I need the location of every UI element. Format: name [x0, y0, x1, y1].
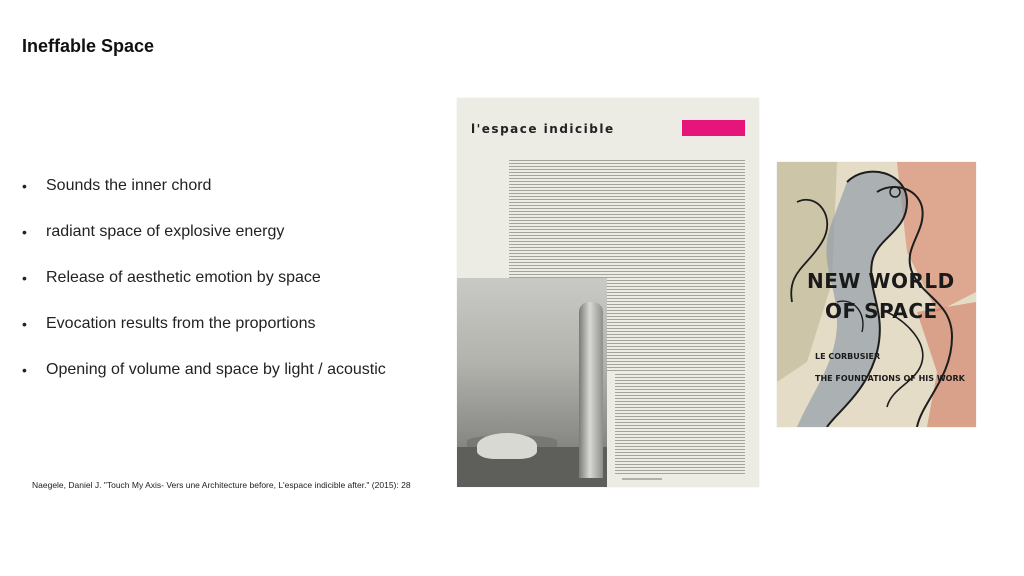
photo-column	[579, 302, 603, 478]
book-cover-image	[777, 162, 976, 427]
bullet-text: Evocation results from the proportions	[46, 315, 316, 332]
magazine-header: l'espace indicible	[471, 122, 615, 136]
bullet-item	[22, 267, 386, 313]
bullet-item	[22, 359, 386, 405]
bullet-dot: •	[22, 362, 27, 378]
magazine-body-text-lower	[615, 374, 745, 474]
cover-subtitle: THE FOUNDATIONS OF HIS WORK	[815, 374, 965, 383]
bullet-dot: •	[22, 316, 27, 332]
bullet-item	[22, 313, 386, 359]
photo-sculpture	[477, 433, 537, 459]
slide-title: Ineffable Space	[22, 36, 155, 56]
bullet-item	[22, 221, 386, 267]
bullet-item	[22, 175, 386, 221]
bullet-dot: •	[22, 270, 27, 286]
cover-author: LE CORBUSIER	[815, 352, 881, 361]
bullet-text: Opening of volume and space by light / acoustic	[46, 361, 386, 378]
magazine-photo	[457, 278, 607, 487]
citation: Naegele, Daniel J. "Touch My Axis- Vers une Architecture before, L'espace indicible after." (2015): 28	[32, 480, 411, 490]
bullet-text: Release of aesthetic emotion by space	[46, 269, 321, 286]
bullet-dot: •	[22, 178, 27, 194]
bullet-text: radiant space of explosive energy	[46, 223, 285, 240]
bullet-dot: •	[22, 224, 27, 240]
cover-title-line1: NEW WORLD	[807, 269, 955, 293]
cover-title-line2: OF SPACE	[825, 299, 938, 323]
magazine-page-image	[457, 98, 759, 487]
cover-title	[807, 266, 955, 326]
bullet-text: Sounds the inner chord	[46, 177, 212, 194]
bullet-list	[22, 175, 386, 405]
magazine-pink-label	[682, 120, 745, 136]
magazine-photo-caption	[622, 478, 662, 480]
